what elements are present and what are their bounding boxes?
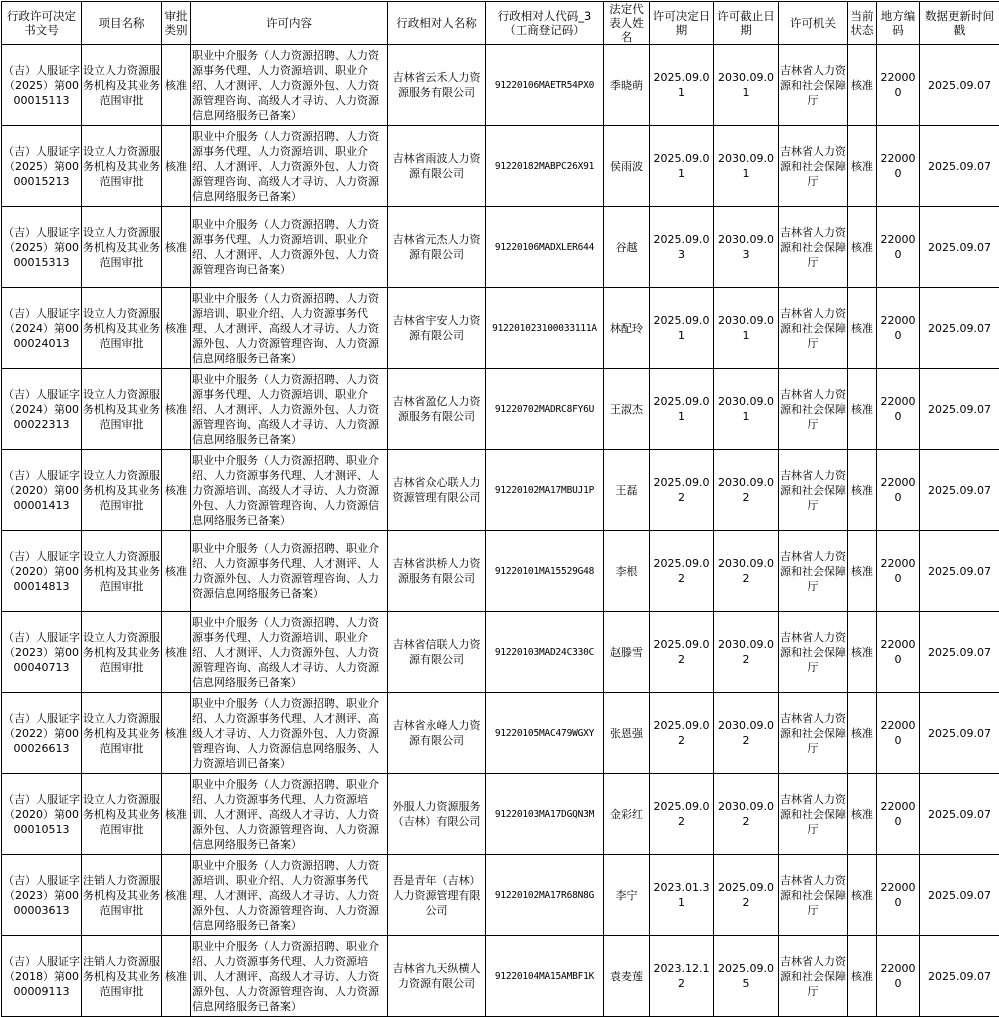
cell-expiry-date: 2030.09.02 [714,774,779,855]
cell-update-time: 2025.09.07 [920,45,999,126]
cell-region-code: 220000 [877,531,920,612]
cell-party-name: 吉林省宇安人力资源有限公司 [388,288,486,369]
cell-legal-rep: 金彩红 [604,774,650,855]
cell-decision-no: （吉）人服证字（2025）第0000015213 [2,126,82,207]
cell-decision-no: （吉）人服证字（2023）第0000003613 [2,855,82,936]
cell-project-name: 设立人力资源服务机构及其业务范围审批 [82,126,162,207]
header-region-code: 地方编码 [877,2,920,45]
cell-update-time: 2025.09.07 [920,612,999,693]
cell-party-name: 吉林省云禾人力资源服务有限公司 [388,45,486,126]
cell-update-time: 2025.09.07 [920,450,999,531]
table-row [2,855,999,936]
cell-party-code: 91220103MA17DGQN3M [486,774,604,855]
cell-approval-type: 核准 [162,369,191,450]
cell-region-code: 220000 [877,207,920,288]
cell-decision-date: 2025.09.01 [650,288,714,369]
cell-status: 核准 [848,369,877,450]
cell-party-name: 吉林省盈亿人力资源服务有限公司 [388,369,486,450]
header-status: 当前状态 [848,2,877,45]
cell-legal-rep: 李根 [604,531,650,612]
header-project-name: 项目名称 [82,2,162,45]
cell-update-time: 2025.09.07 [920,936,999,1017]
cell-authority: 吉林省人力资源和社会保障厅 [779,693,848,774]
table-row [2,288,999,369]
table-row [2,531,999,612]
cell-status: 核准 [848,207,877,288]
cell-authority: 吉林省人力资源和社会保障厅 [779,855,848,936]
cell-region-code: 220000 [877,450,920,531]
cell-project-name: 设立人力资源服务机构及其业务范围审批 [82,207,162,288]
cell-legal-rep: 李宁 [604,855,650,936]
table-row [2,126,999,207]
cell-decision-date: 2023.01.31 [650,855,714,936]
header-row [2,2,999,45]
cell-project-name: 设立人力资源服务机构及其业务范围审批 [82,45,162,126]
cell-license-content: 职业中介服务（人力资源招聘、人力资源事务代理、人力资源培训、职业介绍、人才测评、人力资源外包、人力资源管理咨询、高级人才寻访、人力资源信息网络服务已备案） [191,369,388,450]
cell-party-name: 吉林省元杰人力资源有限公司 [388,207,486,288]
cell-status: 核准 [848,531,877,612]
cell-expiry-date: 2030.09.01 [714,45,779,126]
cell-party-code: 91220106MADXLER644 [486,207,604,288]
cell-license-content: 职业中介服务（人力资源招聘、人力资源培训、职业介绍、人力资源事务代理、人才测评、高级人才寻访、人力资源外包、人力资源管理咨询、人力资源信息网络服务已备案） [191,288,388,369]
header-authority: 许可机关 [779,2,848,45]
cell-decision-no: （吉）人服证字（2024）第0000024013 [2,288,82,369]
cell-approval-type: 核准 [162,612,191,693]
table-body [2,45,999,1017]
cell-approval-type: 核准 [162,207,191,288]
cell-expiry-date: 2030.09.02 [714,693,779,774]
cell-legal-rep: 侯雨波 [604,126,650,207]
cell-decision-no: （吉）人服证字（2018）第0000009113 [2,936,82,1017]
cell-approval-type: 核准 [162,288,191,369]
cell-decision-no: （吉）人服证字（2020）第0000001413 [2,450,82,531]
cell-authority: 吉林省人力资源和社会保障厅 [779,612,848,693]
cell-decision-no: （吉）人服证字（2025）第0000015313 [2,207,82,288]
cell-region-code: 220000 [877,855,920,936]
cell-approval-type: 核准 [162,693,191,774]
cell-project-name: 设立人力资源服务机构及其业务范围审批 [82,693,162,774]
cell-party-code: 91220106MAETR54PX0 [486,45,604,126]
cell-project-name: 设立人力资源服务机构及其业务范围审批 [82,774,162,855]
cell-license-content: 职业中介服务（人力资源招聘、职业介绍、人力资源事务代理、人力资源培训、人才测评、高级人才寻访、人力资源外包、人力资源管理咨询、人力资源信息网络服务已备案） [191,774,388,855]
cell-update-time: 2025.09.07 [920,207,999,288]
cell-decision-no: （吉）人服证字（2020）第0000014813 [2,531,82,612]
cell-approval-type: 核准 [162,774,191,855]
cell-update-time: 2025.09.07 [920,369,999,450]
cell-status: 核准 [848,855,877,936]
cell-approval-type: 核准 [162,531,191,612]
cell-region-code: 220000 [877,936,920,1017]
cell-authority: 吉林省人力资源和社会保障厅 [779,531,848,612]
table-row [2,45,999,126]
header-expiry-date: 许可截止日期 [714,2,779,45]
cell-party-name: 吉林省九天纵横人力资源有限公司 [388,936,486,1017]
cell-project-name: 注销人力资源服务机构及其业务范围审批 [82,936,162,1017]
cell-approval-type: 核准 [162,450,191,531]
cell-status: 核准 [848,936,877,1017]
cell-status: 核准 [848,693,877,774]
cell-legal-rep: 王淑杰 [604,369,650,450]
cell-status: 核准 [848,450,877,531]
cell-party-code: 91220101MA15529G48 [486,531,604,612]
cell-party-name: 吉林省洪桥人力资源服务有限公司 [388,531,486,612]
cell-license-content: 职业中介服务（人力资源招聘、人力资源事务代理、人力资源培训、职业介绍、人才测评、人力资源外包、人力资源管理咨询、高级人才寻访、人力资源信息网络服务已备案） [191,612,388,693]
cell-party-name: 吉林省永峰人力资源有限公司 [388,693,486,774]
cell-expiry-date: 2030.09.02 [714,531,779,612]
cell-project-name: 设立人力资源服务机构及其业务范围审批 [82,612,162,693]
header-license-content: 许可内容 [191,2,388,45]
cell-region-code: 220000 [877,612,920,693]
cell-approval-type: 核准 [162,126,191,207]
table-row [2,693,999,774]
cell-license-content: 职业中介服务（人力资源招聘、人力资源培训、职业介绍、人力资源事务代理、人才测评、高级人才寻访、人力资源外包、人力资源管理咨询、人力资源信息网络服务已备案） [191,855,388,936]
cell-expiry-date: 2030.09.02 [714,450,779,531]
cell-project-name: 设立人力资源服务机构及其业务范围审批 [82,369,162,450]
cell-status: 核准 [848,288,877,369]
cell-region-code: 220000 [877,288,920,369]
cell-authority: 吉林省人力资源和社会保障厅 [779,126,848,207]
cell-party-code: 91220702MADRC8FY6U [486,369,604,450]
cell-decision-no: （吉）人服证字（2020）第0000010513 [2,774,82,855]
cell-legal-rep: 袁麦莲 [604,936,650,1017]
cell-authority: 吉林省人力资源和社会保障厅 [779,288,848,369]
cell-party-code: 91220182MABPC26X91 [486,126,604,207]
table-row [2,774,999,855]
cell-legal-rep: 王磊 [604,450,650,531]
cell-decision-no: （吉）人服证字（2025）第0000015113 [2,45,82,126]
cell-party-code: 91220102MA17MBUJ1P [486,450,604,531]
cell-decision-date: 2025.09.01 [650,126,714,207]
cell-license-content: 职业中介服务（人力资源招聘、人力资源事务代理、人力资源培训、职业介绍、人才测评、人力资源外包、人力资源管理咨询、高级人才寻访、人力资源信息网络服务已备案） [191,126,388,207]
cell-update-time: 2025.09.07 [920,693,999,774]
cell-legal-rep: 林配玲 [604,288,650,369]
table-row [2,612,999,693]
cell-party-name: 吉林省雨波人力资源有限公司 [388,126,486,207]
cell-expiry-date: 2030.09.03 [714,207,779,288]
cell-region-code: 220000 [877,45,920,126]
cell-decision-no: （吉）人服证字（2022）第0000026613 [2,693,82,774]
cell-approval-type: 核准 [162,45,191,126]
cell-license-content: 职业中介服务（人力资源招聘、人力资源事务代理、人力资源培训、职业介绍、人才测评、人力资源外包、人力资源管理咨询已备案） [191,207,388,288]
cell-update-time: 2025.09.07 [920,126,999,207]
cell-authority: 吉林省人力资源和社会保障厅 [779,450,848,531]
cell-legal-rep: 张恩强 [604,693,650,774]
cell-update-time: 2025.09.07 [920,288,999,369]
cell-party-code: 91220102MA17R68N8G [486,855,604,936]
cell-project-name: 设立人力资源服务机构及其业务范围审批 [82,288,162,369]
cell-status: 核准 [848,774,877,855]
cell-status: 核准 [848,45,877,126]
cell-authority: 吉林省人力资源和社会保障厅 [779,774,848,855]
cell-expiry-date: 2025.09.05 [714,936,779,1017]
header-decision-no: 行政许可决定书文号 [2,2,82,45]
cell-legal-rep: 赵滕雪 [604,612,650,693]
cell-party-name: 吉林省信联人力资源有限公司 [388,612,486,693]
cell-decision-date: 2025.09.02 [650,612,714,693]
cell-party-name: 吾是青年（吉林）人力资源管理有限公司 [388,855,486,936]
cell-region-code: 220000 [877,126,920,207]
cell-project-name: 设立人力资源服务机构及其业务范围审批 [82,450,162,531]
cell-decision-date: 2025.09.01 [650,369,714,450]
cell-approval-type: 核准 [162,855,191,936]
cell-decision-date: 2025.09.03 [650,207,714,288]
header-party-name: 行政相对人名称 [388,2,486,45]
header-party-code: 行政相对人代码_3（工商登记码） [486,2,604,45]
license-table [1,1,999,1017]
cell-license-content: 职业中介服务（人力资源招聘、职业介绍、人力资源事务代理、人才测评、高级人才寻访、人力资源外包、人力资源管理咨询、人力资源信息网络服务、人力资源培训已备案） [191,693,388,774]
cell-update-time: 2025.09.07 [920,855,999,936]
cell-decision-date: 2025.09.02 [650,774,714,855]
cell-project-name: 设立人力资源服务机构及其业务范围审批 [82,531,162,612]
cell-decision-no: （吉）人服证字（2023）第0000040713 [2,612,82,693]
cell-party-code: 91220104MA15AMBF1K [486,936,604,1017]
cell-decision-date: 2025.09.02 [650,531,714,612]
cell-license-content: 职业中介服务（人力资源招聘、职业介绍、人力资源事务代理、人才测评、人力资源外包、人力资源管理咨询、人力资源信息网络服务已备案） [191,531,388,612]
cell-authority: 吉林省人力资源和社会保障厅 [779,45,848,126]
cell-party-name: 吉林省众心联人力资源管理有限公司 [388,450,486,531]
cell-license-content: 职业中介服务（人力资源招聘、人力资源事务代理、人力资源培训、职业介绍、人才测评、人力资源外包、人力资源管理咨询、高级人才寻访、人力资源信息网络服务已备案） [191,45,388,126]
cell-expiry-date: 2030.09.01 [714,288,779,369]
table-row [2,450,999,531]
cell-decision-date: 2025.09.01 [650,45,714,126]
cell-decision-date: 2025.09.02 [650,693,714,774]
cell-region-code: 220000 [877,369,920,450]
table-row [2,207,999,288]
cell-status: 核准 [848,126,877,207]
cell-party-name: 外服人力资源服务（吉林）有限公司 [388,774,486,855]
cell-party-code: 91220105MAC479WGXY [486,693,604,774]
header-legal-rep: 法定代表人姓名 [604,2,650,45]
cell-region-code: 220000 [877,693,920,774]
table-row [2,369,999,450]
cell-license-content: 职业中介服务（人力资源招聘、职业介绍、人力资源事务代理、人才测评、人力资源培训、高级人才寻访、人力资源外包、人力资源管理咨询、人力资源信息网络服务已备案） [191,450,388,531]
cell-authority: 吉林省人力资源和社会保障厅 [779,936,848,1017]
cell-expiry-date: 2030.09.02 [714,612,779,693]
cell-expiry-date: 2025.09.02 [714,855,779,936]
cell-expiry-date: 2030.09.01 [714,369,779,450]
cell-legal-rep: 谷越 [604,207,650,288]
cell-decision-date: 2025.09.02 [650,450,714,531]
header-approval-type: 审批类别 [162,2,191,45]
cell-project-name: 注销人力资源服务机构及其业务范围审批 [82,855,162,936]
cell-party-code: 912201023100033111A [486,288,604,369]
cell-license-content: 职业中介服务（人力资源招聘、职业介绍、人力资源事务代理、人力资源培训、人才测评、高级人才寻访、人力资源外包、人力资源管理咨询、人力资源信息网络服务已备案） [191,936,388,1017]
cell-status: 核准 [848,612,877,693]
cell-decision-no: （吉）人服证字（2024）第0000022313 [2,369,82,450]
cell-approval-type: 核准 [162,936,191,1017]
cell-authority: 吉林省人力资源和社会保障厅 [779,369,848,450]
header-decision-date: 许可决定日期 [650,2,714,45]
cell-legal-rep: 季晓萌 [604,45,650,126]
table-row [2,936,999,1017]
header-update-time: 数据更新时间戳 [920,2,999,45]
cell-authority: 吉林省人力资源和社会保障厅 [779,207,848,288]
cell-update-time: 2025.09.07 [920,774,999,855]
cell-expiry-date: 2030.09.01 [714,126,779,207]
cell-region-code: 220000 [877,774,920,855]
cell-update-time: 2025.09.07 [920,531,999,612]
cell-party-code: 91220103MAD24C330C [486,612,604,693]
cell-decision-date: 2023.12.12 [650,936,714,1017]
